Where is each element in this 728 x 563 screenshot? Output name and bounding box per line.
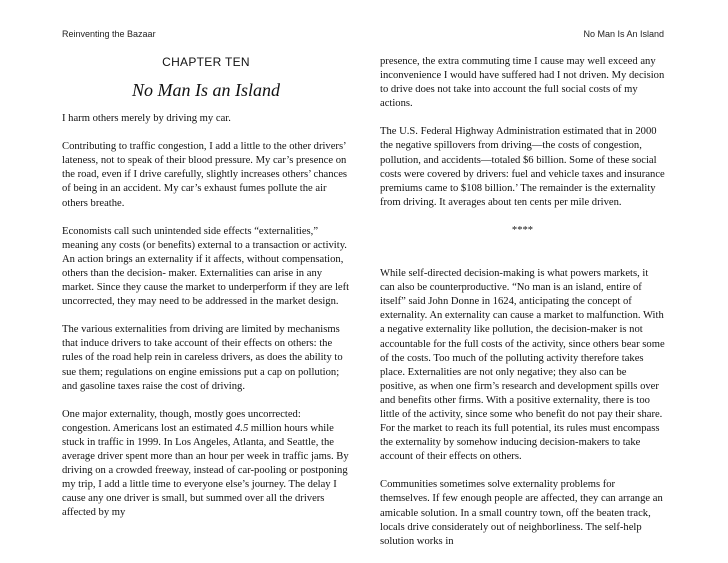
chapter-label: CHAPTER TEN (162, 55, 250, 69)
paragraph (62, 408, 350, 521)
paragraph: I harm others merely by driving my car. (62, 113, 231, 125)
left-column (62, 55, 350, 534)
paragraph-text: million hours while stuck in traffic in 1999. In Los Angeles, Atlanta, and Seattle, the average driver spent more than an hour per week in traffic jams. By driving on a crowded freeway, instead of car-pooling or postponing my trip, I add a little time to everyone else’s journey. The delay I cause any one driver is small, but summed over all the drivers affected by my (62, 422, 349, 519)
paragraph: The U.S. Federal Highway Administration estimated that in 2000 the negative spillovers from driving—the costs of congestion, pollution, and accidents—totaled $6 billion. Some of these social costs were covered by drivers: fuel and vehicle taxes and insurance premiums came to $108 billion.’ The remainder is the externality from driving. It averages about ten cents per mile driven. (380, 126, 665, 208)
running-header-book-title: Reinventing the Bazaar (62, 29, 156, 39)
paragraph: presence, the extra commuting time I cause may well exceed any inconvenience I would have suffered had I not driven. My decision to drive does not take into account the full social costs of my actions. (380, 56, 665, 110)
paragraph: Communities sometimes solve externality problems for themselves. If few enough people are affected, they can arrange an amicable solution. In a small country town, off the beaten track, locals drive considerately out of neighborliness. The self-help solution works in (380, 479, 663, 547)
spacer (380, 252, 665, 253)
paragraph: While self-directed decision-making is what powers markets, it can also be counterproductive. “No man is an island, entire of itself” said John Donne in 1624, anticipating the concept of externality. An externality can cause a market to malfunction. With a negative externality like pollution, the decision-maker is not accountable for the full costs of the activity, since others bear some of the costs. Too much of the polluting activity therefore takes place. Externalities are not only negative; they also can be positive, as when one firm’s research and development spills over and benefits other firms. With a positive externality, there is too little of the activity, since some who benefit do not pay their share. For the market to reach its full potential, its rules must encompass the externality by somehow inducing decision-makers to take account of their effects on others. (380, 268, 665, 463)
paragraph: Contributing to traffic congestion, I add a little to the other drivers’ lateness, not to speak of their blood pressure. My car’s presence on the road, even if I drive carefully, slightly increases others’ chances of being in an accident. My car’s exhaust fumes pollute the air others breathe. (62, 141, 348, 209)
paragraph-text: One major externality, though, mostly goes uncorrected: congestion. Americans lost an estimated (62, 408, 301, 434)
paragraph: The various externalities from driving are limited by mechanisms that induce drivers to take account of their effects on others: the rules of the road help rein in careless drivers, as does the ability to sue them; regulations on engine emissions put a cap on pollution; and gasoline taxes raise the cost of driving. (62, 324, 343, 392)
section-separator: **** (511, 224, 534, 236)
paragraph: Economists call such unintended side effects “externalities,” meaning any costs (or benefits) external to a transaction or activity. An action brings an externality if it affects, without compensation, others than the decision- maker. Externalities can arise in any market. Since they cause the market to underperform if they are left uncorrected, they may need to be addressed in the market design. (62, 225, 350, 308)
running-header-chapter-title: No Man Is An Island (583, 29, 664, 39)
emphasized-number: 4.5 (235, 422, 249, 434)
right-column (380, 55, 665, 563)
chapter-title: No Man Is an Island (132, 80, 280, 101)
